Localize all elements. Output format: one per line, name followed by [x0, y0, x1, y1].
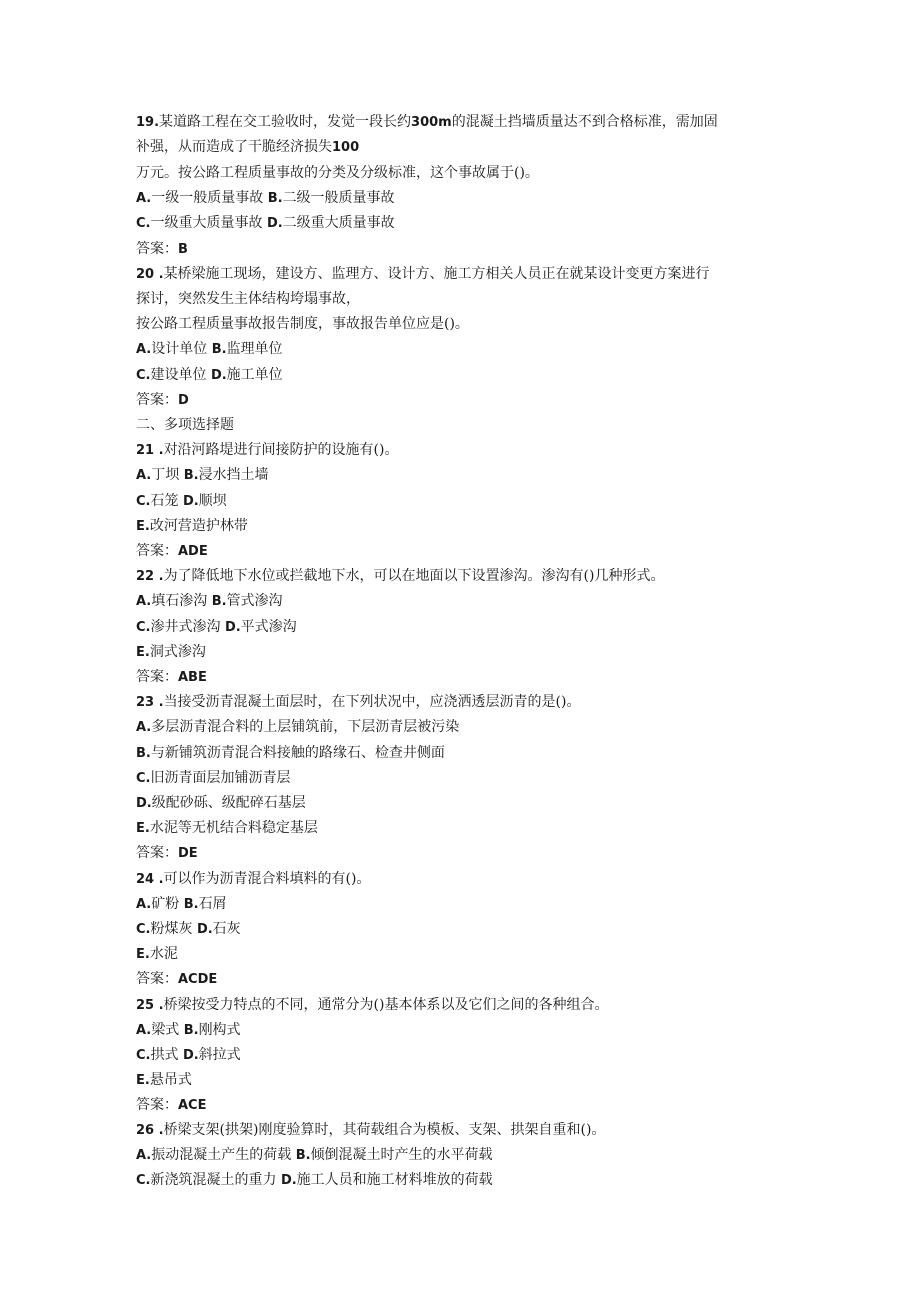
text-line: C.新浇筑混凝土的重力 D.施工人员和施工材料堆放的荷载	[136, 1172, 493, 1188]
text-line: 答案：B	[136, 241, 188, 257]
text-line: C.旧沥青面层加铺沥青层	[136, 770, 291, 786]
text-line: A.一级一般质量事故 B.二级一般质量事故	[136, 190, 395, 206]
text-line: 21 .对沿河路堤进行间接防护的设施有()。	[136, 442, 399, 458]
text-line: C.石笼 D.顺坝	[136, 493, 227, 509]
text-line: 19.某道路工程在交工验收时，发觉一段长约300m的混凝土挡墙质量达不到合格标准，需加固 补强，从而造成了干脆经济损失100	[136, 114, 718, 155]
text-line: 26 .桥梁支架(拱架)刚度验算时，其荷载组合为模板、支架、拱架自重和()。	[136, 1122, 606, 1138]
text-line: 答案：ABE	[136, 669, 207, 685]
text-line: A.振动混凝土产生的荷载 B.倾倒混凝土时产生的水平荷载	[136, 1147, 493, 1163]
text-line: 答案：ACE	[136, 1097, 207, 1113]
text-line: A.设计单位 B.监理单位	[136, 341, 283, 357]
text-line: A.矿粉 B.石屑	[136, 896, 227, 912]
text-line: A.梁式 B.刚构式	[136, 1022, 241, 1038]
text-line: E.改河营造护林带	[136, 518, 248, 534]
text-line: D.级配砂砾、级配碎石基层	[136, 795, 306, 811]
text-line: C.一级重大质量事故 D.二级重大质量事故	[136, 215, 395, 231]
text-line: A.填石渗沟 B.管式渗沟	[136, 593, 283, 609]
text-line: A.丁坝 B.浸水挡土墙	[136, 467, 269, 483]
text-line: C.粉煤灰 D.石灰	[136, 921, 241, 937]
text-line: E.水泥	[136, 946, 178, 962]
text-line: C.拱式 D.斜拉式	[136, 1047, 241, 1063]
text-line: E.悬吊式	[136, 1072, 192, 1088]
text-line: 答案：DE	[136, 845, 198, 861]
text-line: 22 .为了降低地下水位或拦截地下水，可以在地面以下设置渗沟。渗沟有()几种形式。	[136, 568, 665, 584]
text-line: B.与新铺筑沥青混合料接触的路缘石、检查井侧面	[136, 745, 445, 761]
text-line: C.渗井式渗沟 D.平式渗沟	[136, 619, 297, 635]
text-line: 20 .某桥梁施工现场，建设方、监理方、设计方、施工方相关人员正在就某设计变更方案进行 探讨，突然发生主体结构垮塌事故，	[136, 266, 710, 307]
text-line: 答案：ADE	[136, 543, 208, 559]
text-line: 23 .当接受沥青混凝土面层时，在下列状况中，应浇洒透层沥青的是()。	[136, 694, 581, 710]
text-line: 答案：D	[136, 392, 189, 408]
text-line: C.建设单位 D.施工单位	[136, 367, 283, 383]
text-line: 24 .可以作为沥青混合料填料的有()。	[136, 871, 371, 887]
text-line: 二、多项选择题	[136, 417, 234, 433]
text-line: 答案：ACDE	[136, 971, 218, 987]
text-line: E.洞式渗沟	[136, 644, 206, 660]
text-line: 按公路工程质量事故报告制度，事故报告单位应是()。	[136, 316, 469, 332]
text-line: A.多层沥青混合料的上层铺筑前，下层沥青层被污染	[136, 719, 460, 735]
text-line: 25 .桥梁按受力特点的不同，通常分为()基本体系以及它们之间的各种组合。	[136, 997, 609, 1013]
text-line: 万元。按公路工程质量事故的分类及分级标准，这个事故属于()。	[136, 165, 539, 181]
text-line: E.水泥等无机结合料稳定基层	[136, 820, 318, 836]
